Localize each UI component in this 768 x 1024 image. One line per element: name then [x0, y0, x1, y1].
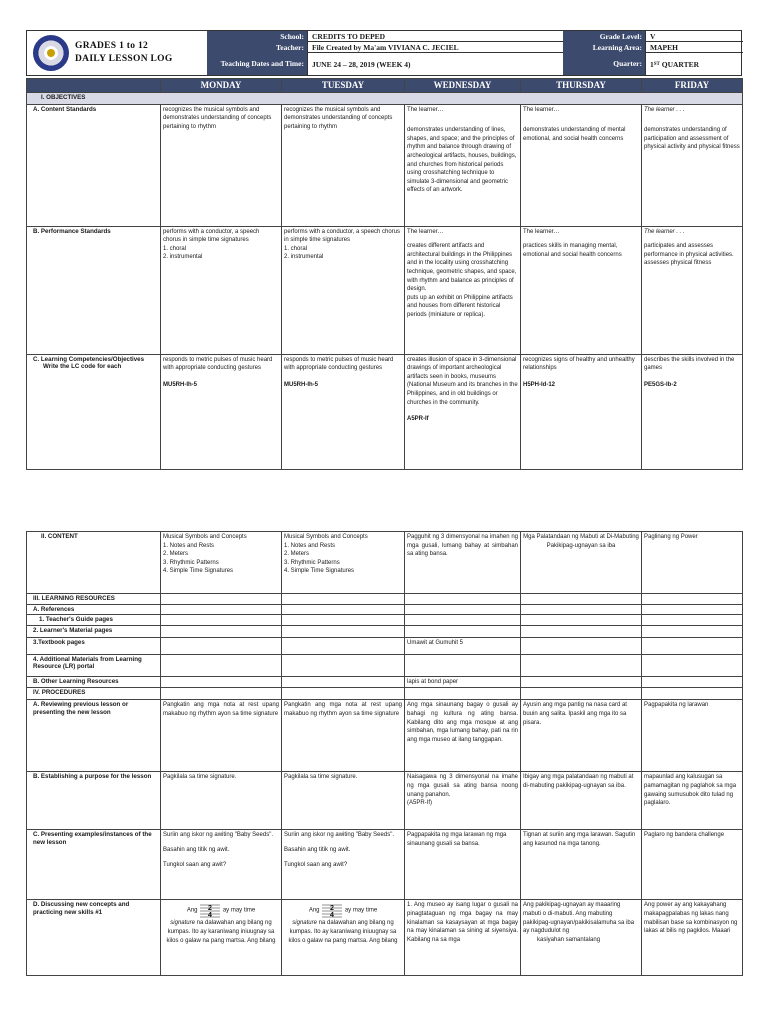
purpose-row [27, 772, 743, 830]
header-middle [207, 31, 563, 75]
teachers-guide-label: 1. Teacher's Guide pages [27, 615, 161, 626]
competencies-mon: responds to metric pulses of music heard with appropriate conducting gestures MU5RH-Ih-5 [161, 354, 282, 469]
day-friday: FRIDAY [642, 79, 743, 93]
performance-standards-thu: The learner… practices skills in managing mental, emotional and social health concerns [521, 226, 642, 354]
competencies-thu: recognizes signs of healthy and unhealthy relationships H5PH-Id-12 [521, 354, 642, 469]
learners-material-row [27, 625, 743, 637]
content-wed: Pagguhit ng 3 dimensyonal na imahen ng mga gusali, lumang bahay at simbahan sa ating bansa. [405, 532, 521, 594]
quarter-label: Quarter: [563, 53, 645, 75]
discussion-label: D. Discussing new concepts and practicing new skills #1 [27, 900, 161, 976]
content-standards-thu: The learner… demonstrates understanding of mental emotional, and social health concerns [521, 104, 642, 226]
svg-text:2: 2 [330, 905, 335, 913]
time-signature-icon [321, 901, 343, 919]
header-title-block [27, 31, 207, 75]
competencies-wed: creates illusion of space in 3-dimensional drawings of important archeological artifacts seen in books, museums (National Museum and its branches in the Philippines, and in old buildings or churches in the community. A5PR-If [405, 354, 521, 469]
purpose-thu: Ibigay ang mga palatandaan ng mabuti at di-mabuting pakikipag-ugnayan sa iba. [521, 772, 642, 830]
learners-material-label: 2. Learner's Material pages [27, 625, 161, 637]
performance-standards-wed: The learner… creates different artifacts and architectural buildings in the Philippines and in the locality using crosshatching technique, geometric shapes, and space, with rhythm and balance as principles of design. puts up an exhibit on Philippine artifacts and houses from different historical periods (miniature or replica). [405, 226, 521, 354]
textbook-row [27, 637, 743, 654]
discussion-thu: Ang pakikipag-ugnayan ay maaaring mabuti o di-mabuti. Ang mabuting pakikipag-ugnayan/pakikisalamuha sa iba ay nagdudulot ng kasiyahan samantalang [521, 900, 642, 976]
purpose-fri: mapaunlad ang kalusugan sa pamamagitan ng paglahok sa mga gawaing sumusubok dito tulad ng paglalaro. [642, 772, 743, 830]
review-row [27, 700, 743, 772]
review-label: A. Reviewing previous lesson or presenting the new lesson [27, 700, 161, 772]
procedures-section-label: IV. PROCEDURES [27, 688, 161, 700]
day-thursday: THURSDAY [521, 79, 642, 93]
teachers-guide-row [27, 615, 743, 626]
log-title [75, 40, 173, 66]
resources-section-row [27, 594, 743, 605]
other-resources-wed: lapis at bond paper [405, 676, 521, 688]
area-value: MAPEH [645, 42, 743, 53]
procedures-table [26, 531, 743, 976]
performance-standards-mon: performs with a conductor, a speech chorus in simple time signatures 1. choral 2. instrumental [161, 226, 282, 354]
content-standards-fri: The learner . . . demonstrates understanding of participation and assessment of physical activity and physical fitness [642, 104, 743, 226]
references-row [27, 604, 743, 615]
discussion-tue: Ang 2 4 ay may time signature na dalawahan ang bilang ng kumpas. Ito ay karaniwang iniuugnay sa kilos o galaw na pang martsa. Ang bilang [282, 900, 405, 976]
lc-code-tue: MU5RH-Ih-5 [284, 381, 318, 388]
content-standards-tue: recognizes the musical symbols and demonstrates understanding of concepts pertaining to rhythm [282, 104, 405, 226]
lc-code-fri: PE5GS-Ib-2 [644, 381, 677, 388]
dates-value: JUNE 24 – 28, 2019 (WEEK 4) [307, 53, 563, 75]
area-label: Learning Area: [563, 42, 645, 53]
day-header-row [27, 79, 743, 93]
review-thu: Ayusin ang mga pantig na nasa card at buuin ang salita. Ipaskil ang mga ito sa pisara. [521, 700, 642, 772]
dates-label: Teaching Dates and Time: [207, 53, 307, 75]
content-standards-row [27, 104, 743, 226]
review-mon: Pangkatin ang mga nota at rest upang makabuo ng rhythm ayon sa time signature [161, 700, 282, 772]
content-standards-label: A. Content Standards [27, 104, 161, 226]
content-fri: Paglinang ng Power [642, 532, 743, 594]
school-value: CREDITS TO DEPED [307, 31, 563, 42]
examples-tue: Suriin ang iskor ng awiting "Baby Seeds". Basahin ang titik ng awit. Tungkol saan ang awit? [282, 830, 405, 900]
resources-section-label: III. LEARNING RESOURCES [27, 594, 161, 605]
objectives-section-label: I. OBJECTIVES [27, 93, 743, 105]
day-tuesday: TUESDAY [282, 79, 405, 93]
teacher-label: Teacher: [207, 42, 307, 53]
discussion-fri: Ang power ay ang kakayahang makapagpalabas ng lakas nang mabilisan base sa kombinasyon ng lakas at bilis ng pagkilos. Maaari [642, 900, 743, 976]
references-label: A. References [27, 604, 161, 615]
title-line-2: DAILY LESSON LOG [75, 54, 173, 64]
time-signature-icon [199, 901, 221, 919]
lesson-log-header [26, 30, 742, 76]
grade-value: V [645, 31, 743, 42]
other-resources-label: B. Other Learning Resources [27, 676, 161, 688]
header-right [563, 31, 743, 75]
day-monday: MONDAY [161, 79, 282, 93]
performance-standards-row [27, 226, 743, 354]
purpose-tue: Pagkilala sa time signature. [282, 772, 405, 830]
day-header-blank [27, 79, 161, 93]
performance-standards-label: B. Performance Standards [27, 226, 161, 354]
title-line-1: GRADES 1 to 12 [75, 41, 149, 51]
lc-code-thu: H5PH-Id-12 [523, 381, 556, 388]
objectives-table [26, 78, 743, 470]
procedures-section-row [27, 688, 743, 700]
examples-row [27, 830, 743, 900]
day-wednesday: WEDNESDAY [405, 79, 521, 93]
content-thu: Mga Palatandaan ng Mabuti at Di-Mabuting Pakikipag-ugnayan sa iba [521, 532, 642, 594]
examples-thu: Tignan at suriin ang mga larawan. Sagutin ang kasunod na mga tanong. [521, 830, 642, 900]
quarter-value: 1 ST QUARTER [645, 53, 743, 75]
textbook-wed: Umawit at Gumuhit 5 [405, 637, 521, 654]
examples-label: C. Presenting examples/instances of the new lesson [27, 830, 161, 900]
purpose-mon: Pagkilala sa time signature. [161, 772, 282, 830]
content-standards-wed: The learner… demonstrates understanding of lines, shapes, and space; and the principles of rhythm and balance through drawing of archeological artifacts, houses, buildings, and churches from historical periods using crosshatching technique to simulate 3-dimensional and geometric effects of an artwork. [405, 104, 521, 226]
competencies-tue: responds to metric pulses of music heard with appropriate conducting gestures MU5RH-Ih-5 [282, 354, 405, 469]
lc-code-mon: MU5RH-Ih-5 [163, 381, 197, 388]
additional-materials-label: 4. Additional Materials from Learning Resource (LR) portal [27, 654, 161, 676]
purpose-label: B. Establishing a purpose for the lesson [27, 772, 161, 830]
examples-fri: Paglaro ng bandera challenge [642, 830, 743, 900]
content-label: II. CONTENT [27, 532, 161, 594]
additional-materials-row [27, 654, 743, 676]
school-label: School: [207, 31, 307, 42]
review-tue: Pangkatin ang mga nota at rest upang makabuo ng rhythm ayon sa time signature [282, 700, 405, 772]
content-tue: Musical Symbols and Concepts 1. Notes and Rests 2. Meters 3. Rhythmic Patterns 4. Simple Time Signatures [282, 532, 405, 594]
examples-mon: Suriin ang iskor ng awiting "Baby Seeds". Basahin ang titik ng awit. Tungkol saan ang awit? [161, 830, 282, 900]
svg-text:2: 2 [208, 905, 213, 913]
performance-standards-fri: The learner . . . participates and assesses performance in physical activities. assesses physical fitness [642, 226, 743, 354]
performance-standards-tue: performs with a conductor, a speech chorus in simple time signatures 1. choral 2. instrumental [282, 226, 405, 354]
svg-text:4: 4 [208, 912, 213, 920]
discussion-mon: Ang 2 4 ay may time signature na dalawahan ang bilang ng kumpas. Ito ay karaniwang iniuugnay sa kilos o galaw na pang martsa. Ang bilang [161, 900, 282, 976]
teacher-value: File Created by Ma'am VIVIANA C. JECIEL [307, 42, 563, 53]
competencies-fri: describes the skills involved in the games PE5GS-Ib-2 [642, 354, 743, 469]
textbook-label: 3.Textbook pages [27, 637, 161, 654]
review-fri: Pagpapakita ng larawan [642, 700, 743, 772]
objectives-section-row [27, 93, 743, 105]
content-standards-mon: recognizes the musical symbols and demonstrates understanding of concepts pertaining to rhythm [161, 104, 282, 226]
content-row [27, 532, 743, 594]
discussion-wed: 1. Ang museo ay isang lugar o gusali na pinagtataguan ng mga bagay na may kinalaman sa kasaysayan at mga bagay na may kinalaman sa sining at siyensiya. Kabilang na sa mga [405, 900, 521, 976]
purpose-wed: Naisagawa ng 3 dimensyonal na imahe ng mga gusali sa ating bansa noong unang panahon. (A5PR-If) [405, 772, 521, 830]
discussion-row [27, 900, 743, 976]
competencies-row [27, 354, 743, 469]
deped-seal-icon [33, 35, 69, 71]
svg-text:4: 4 [330, 912, 335, 920]
competencies-label: C. Learning Competencies/Objectives Write the LC code for each [27, 354, 161, 469]
review-wed: Ang mga sinaunang bagay o gusali ay bahagi ng kultura ng ating bansa. Kabilang dito ang mga mosque at ang simbahan, mga lumang bahay, pati na rin ang mga museo at ilang tanggapan. [405, 700, 521, 772]
examples-wed: Pagpapakita ng mga larawan ng mga sinaunang gusali sa bansa. [405, 830, 521, 900]
content-mon: Musical Symbols and Concepts 1. Notes and Rests 2. Meters 3. Rhythmic Patterns 4. Simple Time Signatures [161, 532, 282, 594]
lc-code-wed: A5PR-If [407, 416, 429, 423]
grade-label: Grade Level: [563, 31, 645, 42]
other-resources-row [27, 676, 743, 688]
